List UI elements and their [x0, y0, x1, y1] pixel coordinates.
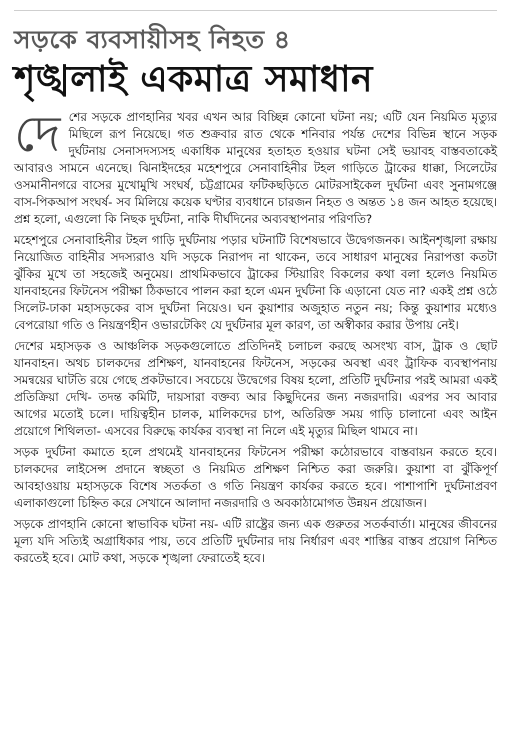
- article-body: [14, 105, 497, 567]
- paragraph-1: [14, 105, 497, 228]
- previous-article-strip: [14, 0, 497, 11]
- paragraph-3: দেশের মহাসড়ক ও আঞ্চলিক সড়কগুলোতে প্রতিদিনই চলাচল করছে অসংখ্য বাস, ট্রাক ও ছোট যানবাহন। অথচ চালকদের প্রশিক্ষণ, যানবাহনের ফিটনেস, সড়কের অবস্থা এবং ট্রাফিক ব্যবস্থাপনায় সমন্বয়ের ঘাটতি রয়ে গেছে প্রকটভাবে। সবচেয়ে উদ্বেগের বিষয় হলো, প্রতিটি দুর্ঘটনার পরই আমরা একই প্রতিক্রিয়া দেখি- তদন্ত কমিটি, দায়সারা বক্তব্য আর কিছুদিনের জন্য নজরদারি। এরপর সব আবার আগের মতোই চলে। দায়িত্বহীন চালক, মালিকদের চাপ, অতিরিক্ত সময় গাড়ি চালানো এবং আইন প্রয়োগে শিথিলতা- এসবের বিরুদ্ধে কার্যকর ব্যবস্থা না নিলে এই মৃত্যুর মিছিল থামবে না।: [14, 339, 497, 438]
- article-headline: শৃঙ্খলাই একমাত্র সমাধান: [14, 59, 374, 100]
- paragraph-1-text: শের সড়কে প্রাণহানির খবর এখন আর বিচ্ছিন্ন কোনো ঘটনা নয়; এটি যেন নিয়মিত মৃত্যুর মিছিলে রূপ নিয়েছে। গত শুক্রবার রাত থেকে শনিবার পর্যন্ত দেশের বিভিন্ন স্থানে সড়ক দুর্ঘটনায় সেনাসদস্যসহ একাধিক মানুষের হতাহত হওয়ার ঘটনা সেই ভয়াবহ বাস্তবতাকেই আবারও সামনে এনেছে। ঝিনাইদহের মহেশপুরে সেনাবাহিনীর টহল গাড়িতে ট্রাকের ধাক্কা, সিলেটের ওসমানীনগরে বাসের মুখোমুখি সংঘর্ষ, চট্টগ্রামের ফটিকছড়িতে মোটরসাইকেল দুর্ঘটনা এবং সুনামগঞ্জে বাস-পিকআপ সংঘর্ষ- সব মিলিয়ে কয়েক ঘণ্টার ব্যবধানে চারজন নিহত ও অন্তত ১৪ জন আহত হয়েছে। প্রশ্ন হলো, এগুলো কি নিছক দুর্ঘটনা, নাকি দীর্ঘদিনের অব্যবস্থাপনার পরিণতি?: [14, 110, 497, 226]
- paragraph-4: সড়ক দুর্ঘটনা কমাতে হলে প্রথমেই যানবাহনের ফিটনেস পরীক্ষা কঠোরভাবে বাস্তবায়ন করতে হবে। চালকদের লাইসেন্স প্রদানে স্বচ্ছতা ও নিয়মিত প্রশিক্ষণ নিশ্চিত করা জরুরি। কুয়াশা বা ঝুঁকিপূর্ণ আবহাওয়ায় মহাসড়কে বিশেষ সতর্কতা ও গতি নিয়ন্ত্রণ কার্যকর করতে হবে। পাশাপাশি দুর্ঘটনাপ্রবণ এলাকাগুলো চিহ্নিত করে সেখানে আলাদা নজরদারি ও অবকাঠামোগত উন্নয়ন প্রয়োজন।: [14, 445, 497, 510]
- drop-cap: দে: [14, 105, 61, 163]
- article-kicker: সড়কে ব্যবসায়ীসহ নিহত ৪: [14, 25, 291, 54]
- paragraph-2: মহেশপুরে সেনাবাহিনীর টহল গাড়ি দুর্ঘটনায় পড়ার ঘটনাটি বিশেষভাবে উদ্বেগজনক। আইনশৃঙ্খলা রক্ষায় নিয়োজিত বাহিনীর সদস্যরাও যদি সড়কে নিরাপদ না থাকেন, তবে সাধারণ মানুষের নিরাপত্তা কতটা ঝুঁকির মুখে তা সহজেই অনুমেয়। প্রাথমিকভাবে ট্রাকের স্টিয়ারিং বিকলের কথা বলা হলেও নিয়মিত যানবাহনের ফিটনেস পরীক্ষা ঠিকভাবে পালন করা হলে এমন দুর্ঘটনা কি এড়ানো যেত না? একই প্রশ্ন ওঠে সিলেট-ঢাকা মহাসড়কের বাস দুর্ঘটনা নিয়েও। ঘন কুয়াশার অজুহাত নতুন নয়; কিন্তু কুয়াশার মধ্যেও বেপরোয়া গতি ও নিয়ন্ত্রণহীন ওভারটেকিং যে দুর্ঘটনার মূল কারণ, তা অস্বীকার করার উপায় নেই।: [14, 233, 497, 332]
- paragraph-5: সড়কে প্রাণহানি কোনো স্বাভাবিক ঘটনা নয়- এটি রাষ্ট্রের জন্য এক গুরুতর সতর্কবার্তা। মানুষের জীবনের মূল্য যদি সত্যিই অগ্রাধিকার পায়, তবে প্রতিটি দুর্ঘটনার দায় নির্ধারণ এবং শাস্তির বাস্তব প্রয়োগ নিশ্চিত করতেই হবে। মোট কথা, সড়কে শৃঙ্খলা ফেরাতেই হবে।: [14, 517, 497, 565]
